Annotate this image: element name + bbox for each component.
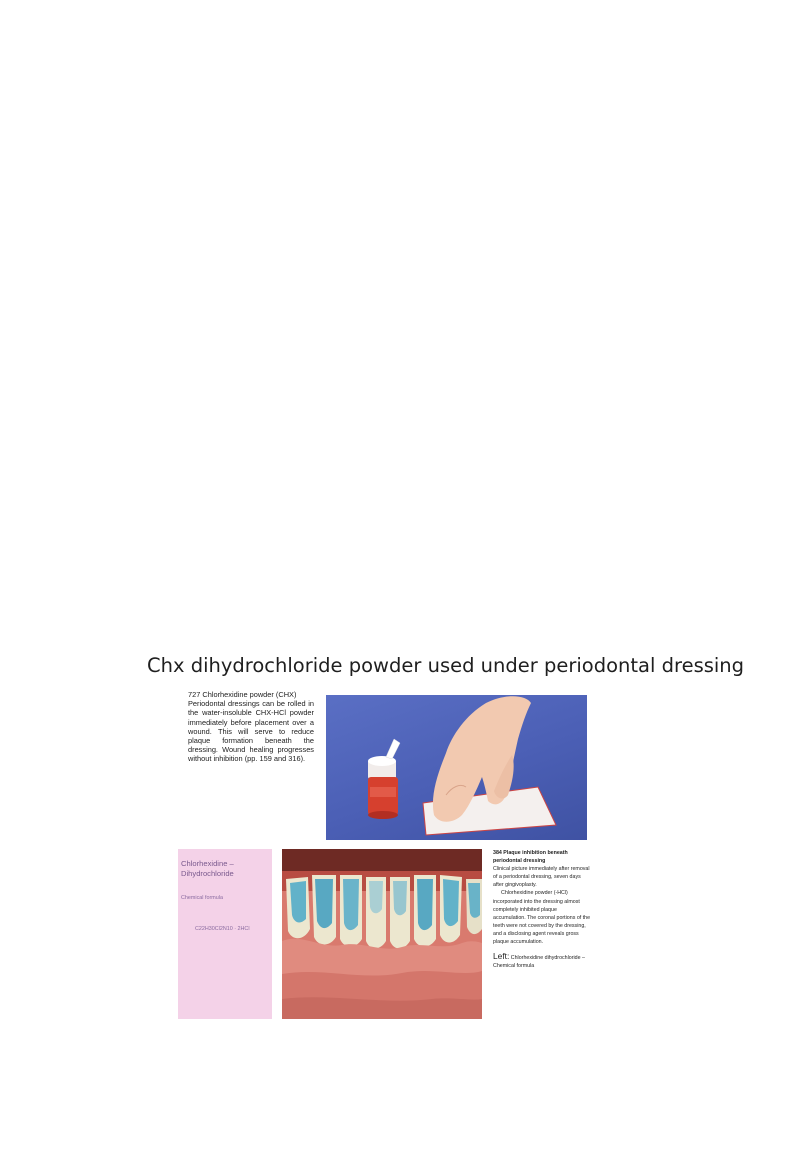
- left-label: Left:: [493, 951, 510, 962]
- chemical-formula: C22H30Cl2N10 · 2HCl: [195, 926, 250, 932]
- left-text: Chlorhexidine dihydrochloride – Chemical formula: [493, 955, 585, 970]
- figure-384-para2: Chlorhexidine powder (-HCl) incorporated into the dressing almost completely inhibited plaque accumulation. The coronal portions of the teeth were not covered by the dressing, and a disclosing agent reveals gross plaque accumulation.: [493, 890, 591, 946]
- formula-panel-title: Chlorhexidine – Dihydrochloride: [181, 859, 234, 878]
- photo-stained-teeth: [282, 849, 482, 1019]
- chemical-formula-panel: [178, 849, 272, 1019]
- figure-727-body: Periodontal dressings can be rolled in the water-insoluble CHX-HCl powder immediately before placement over a wound. This will serve to reduce plaque formation beneath the dressing. Wound healing progresses without inhibition (pp. 159 and 316).: [188, 699, 314, 764]
- figure-727-caption: [188, 690, 314, 764]
- figure-727-heading: 727 Chlorhexidine powder (CHX): [188, 690, 297, 699]
- formula-panel-subtitle: Chemical formula: [181, 895, 223, 901]
- figure-384-left-note: [493, 952, 591, 970]
- slide-title: Chx dihydrochloride powder used under periodontal dressing: [147, 654, 745, 677]
- figure-384-para1: Clinical picture immediately after removal of a periodontal dressing, seven days after gingivoplasty.: [493, 866, 590, 889]
- figure-384-caption: [493, 849, 591, 970]
- photo-hand-with-powder-bottle: [326, 695, 587, 840]
- figure-384-heading: 384 Plaque inhibition beneath periodontal dressing: [493, 850, 568, 865]
